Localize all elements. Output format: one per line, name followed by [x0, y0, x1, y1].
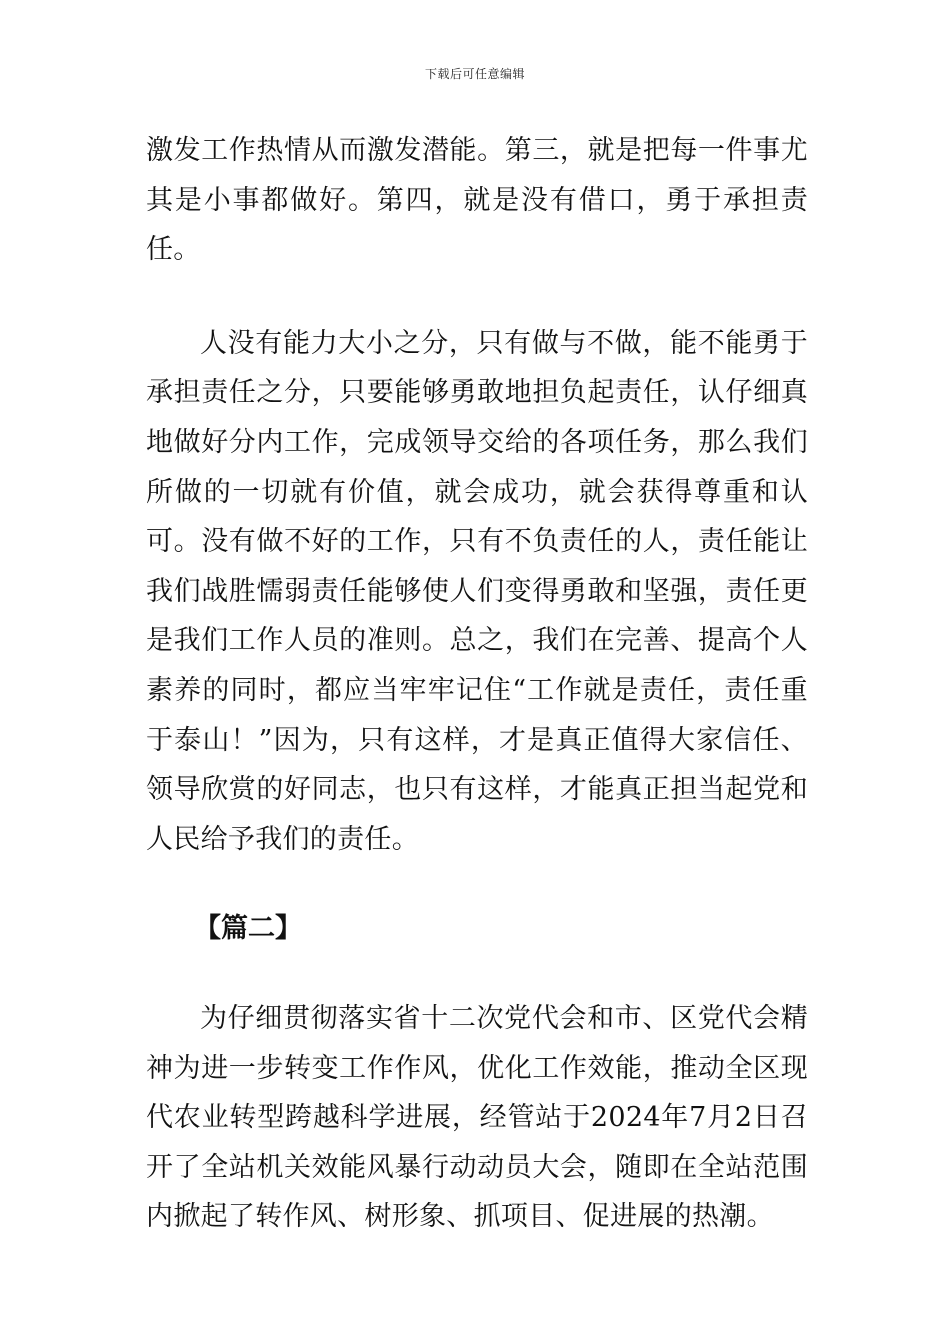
paragraph-section-two: 为仔细贯彻落实省十二次党代会和市、区党代会精神为进一步转变工作作风，优化工作效能，推动全区现代农业转型跨越科学进展，经管站于2024年7月2日召开了全站机关效能风暴行动动员大会，随即在全站范围内掀起了转作风、树形象、抓项目、促进展的热潮。	[146, 1002, 808, 1233]
document-body	[146, 126, 808, 1242]
paragraph-continuation: 激发工作热情从而激发潜能。第三，就是把每一件事尤其是小事都做好。第四，就是没有借口，勇于承担责任。	[146, 135, 808, 266]
page-header: 下载后可任意编辑	[424, 67, 525, 81]
paragraph-responsibility: 人没有能力大小之分，只有做与不做，能不能勇于承担责任之分，只要能够勇敢地担负起责任，认仔细真地做好分内工作，完成领导交给的各项任务，那么我们所做的一切就有价值，就会成功，就会获得尊重和认可。没有做不好的工作，只有不负责任的人，责任能让我们战胜懦弱责任能够使人们变得勇敢和坚强，责任更是我们工作人员的准则。总之，我们在完善、提高个人素养的同时，都应当牢牢记住“工作就是责任，责任重于泰山！”因为，只有这样，才是真正值得大家信任、领导欣赏的好同志，也只有这样，才能真正担当起党和人民给予我们的责任。	[146, 327, 808, 855]
section-title: 【篇二】	[194, 913, 302, 945]
